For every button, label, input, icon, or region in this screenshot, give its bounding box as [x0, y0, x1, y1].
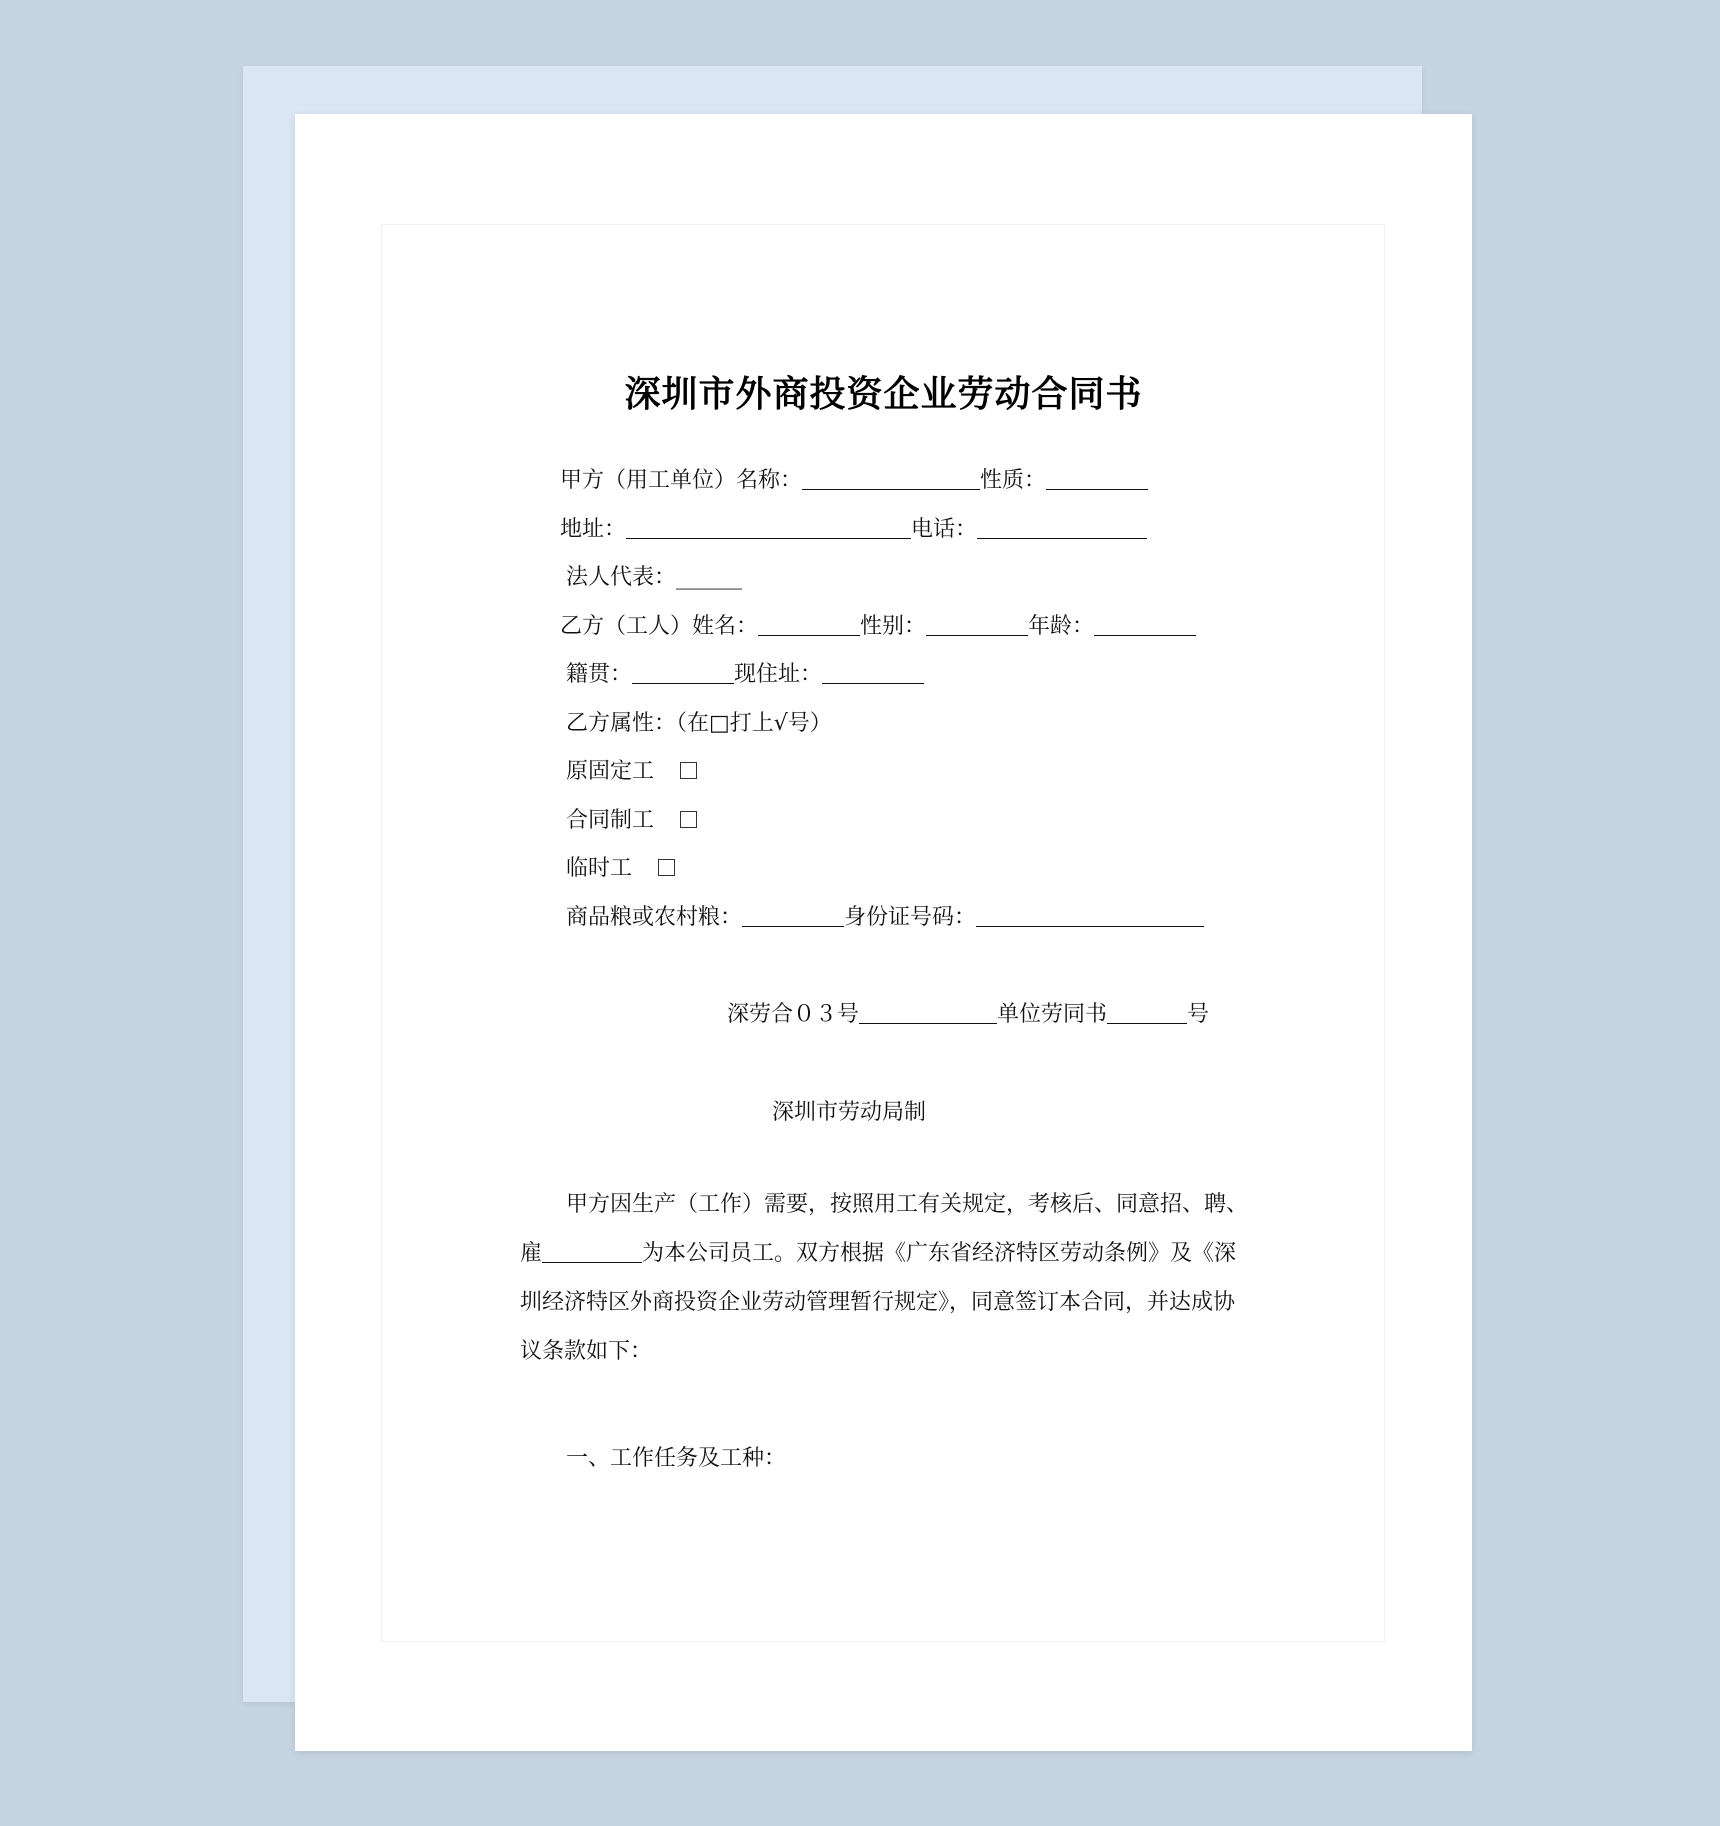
reference-line	[727, 1000, 1209, 1030]
option-temp	[566, 854, 675, 884]
ref-blank-1	[859, 1001, 997, 1024]
checkbox-contract[interactable]	[680, 811, 697, 828]
section-1-text: 一、工作任务及工种：	[566, 1446, 787, 1471]
legal-rep-label: 法人代表：______	[566, 565, 743, 590]
checkbox-temp[interactable]	[658, 859, 675, 876]
option-contract	[566, 806, 697, 836]
age-blank	[1094, 613, 1196, 636]
ref-mid: 单位劳同书	[997, 1002, 1108, 1027]
intro-start: 甲方因生产（工作）需要，按照用工有关规定，考核后、同意招、聘、雇	[520, 1192, 1249, 1266]
party-a-name-label: 甲方（用工单位）名称：	[560, 468, 803, 493]
legal-rep-line	[566, 563, 742, 593]
id-label: 身份证号码：	[844, 905, 977, 930]
party-a-line	[560, 466, 1148, 496]
intro-paragraph	[520, 1180, 1250, 1376]
party-b-name-blank	[758, 613, 860, 636]
ref-suffix: 号	[1187, 1002, 1210, 1027]
grain-id-line	[566, 903, 1204, 933]
residence-label: 现住址：	[734, 662, 823, 687]
native-blank	[632, 661, 734, 684]
gender-blank	[926, 613, 1028, 636]
issuer	[772, 1098, 926, 1128]
address-label: 地址：	[560, 517, 627, 542]
phone-blank	[977, 516, 1147, 539]
hire-blank	[542, 1240, 642, 1263]
id-blank	[976, 904, 1204, 927]
native-label: 籍贯：	[566, 662, 633, 687]
checkbox-fixed[interactable]	[680, 762, 697, 779]
address-line	[560, 515, 1147, 545]
ref-prefix: 深劳合０３号	[727, 1002, 860, 1027]
native-line	[566, 660, 924, 690]
option-contract-label: 合同制工	[566, 808, 655, 833]
option-fixed	[566, 757, 697, 787]
party-a-nature-blank	[1046, 467, 1148, 490]
option-fixed-label: 原固定工	[566, 759, 655, 784]
residence-blank	[822, 661, 924, 684]
grain-label: 商品粮或农村粮：	[566, 905, 743, 930]
issuer-text: 深圳市劳动局制	[772, 1100, 927, 1125]
ref-blank-2	[1107, 1001, 1187, 1024]
party-b-line	[560, 612, 1196, 642]
intro-end: 为本公司员工。双方根据《广东省经济特区劳动条例》及《深圳经济特区外商投资企业劳动管理暂行规定》，同意签订本合同，并达成协议条款如下：	[520, 1241, 1237, 1364]
party-a-name-blank	[802, 467, 980, 490]
grain-blank	[742, 904, 844, 927]
attr-line	[566, 709, 832, 739]
option-temp-label: 临时工	[566, 856, 633, 881]
document-title: 深圳市外商投资企业劳动合同书	[624, 374, 1143, 415]
gender-label: 性别：	[860, 614, 927, 639]
address-blank	[626, 516, 911, 539]
document-page	[295, 114, 1472, 1751]
party-a-nature-label: 性质：	[980, 468, 1047, 493]
section-1-heading	[566, 1444, 786, 1474]
page-margin-frame	[381, 224, 1385, 1642]
phone-label: 电话：	[911, 517, 978, 542]
age-label: 年龄：	[1028, 614, 1095, 639]
party-b-name-label: 乙方（工人）姓名：	[560, 614, 759, 639]
attr-label: 乙方属性：（在□打上√号）	[566, 711, 832, 736]
